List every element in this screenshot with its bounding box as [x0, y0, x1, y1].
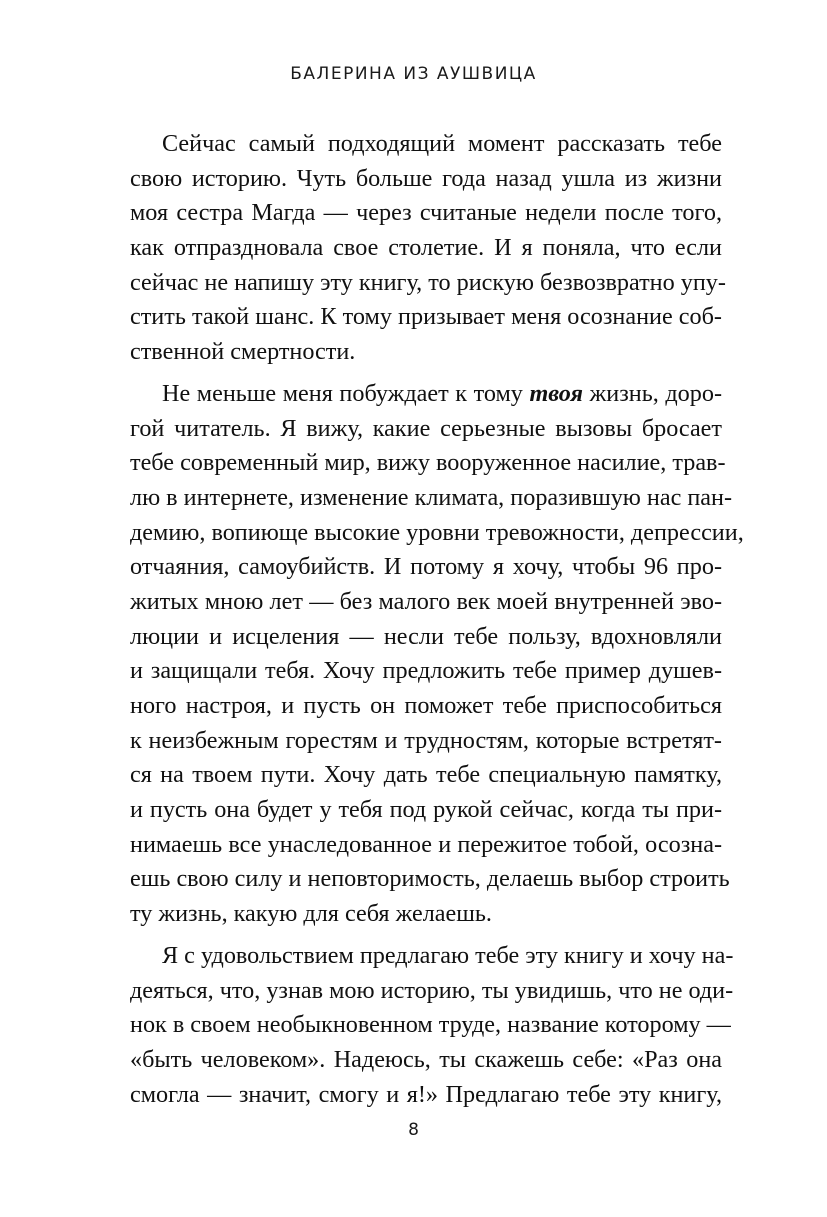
text-line: стить такой шанс. К тому призывает меня осознание соб-	[130, 303, 722, 331]
text-line: и пусть она будет у тебя под рукой сейчас, когда ты при-	[130, 796, 722, 824]
text-line: лю в интернете, изменение климата, поразившую нас пан-	[130, 483, 733, 511]
text-line: гой читатель. Я вижу, какие серьезные вызовы бросает	[130, 414, 722, 442]
paragraph-3	[130, 939, 734, 1112]
text-line: деяться, что, узнав мою историю, ты увидишь, что не оди-	[130, 976, 734, 1004]
text-line: Сейчас самый подходящий момент рассказать тебе	[162, 130, 722, 157]
text-line: сейчас не напишу эту книгу, то рискую безвозвратно упу-	[130, 268, 726, 296]
emphasized-word: твоя	[529, 379, 583, 407]
text-line: нок в своем необыкновенном труде, название которому —	[130, 1011, 731, 1039]
text-line: демию, вопиюще высокие уровни тревожности, депрессии,	[130, 518, 744, 546]
text-line: свою историю. Чуть больше года назад ушла из жизни	[130, 164, 722, 192]
page-number: 8	[408, 1120, 419, 1140]
text-line: ственной смертности.	[130, 338, 356, 366]
text-line: ного настроя, и пусть он поможет тебе приспособиться	[130, 692, 722, 719]
text-line: ешь свою силу и неповторимость, делаешь выбор строить	[130, 865, 730, 893]
text-line: как отпраздновала свое столетие. И я поняла, что если	[130, 234, 722, 262]
main-text	[130, 127, 744, 1112]
text-line: Я с удовольствием предлагаю тебе эту книгу и хочу на-	[162, 941, 734, 969]
running-title: БАЛЕРИНА ИЗ АУШВИЦА	[290, 64, 537, 84]
text-line: к неизбежным горестям и трудностям, которые встретят-	[130, 726, 722, 754]
text-run: жизнь, доро-	[582, 379, 723, 407]
text-line: житых мною лет — без малого век моей внутренней эво-	[130, 587, 722, 615]
text-line: ту жизнь, какую для себя желаешь.	[130, 900, 492, 928]
paragraph-2	[130, 377, 744, 932]
text-run: Не меньше меня побуждает к тому	[162, 379, 530, 407]
paragraph-1	[130, 127, 726, 370]
text-line: отчаяния, самоубийств. И потому я хочу, чтобы 96 про-	[130, 553, 722, 581]
text-line: моя сестра Магда — через считаные недели после того,	[130, 199, 722, 227]
text-line	[130, 377, 722, 412]
text-line: смогла — значит, смогу и я!» Предлагаю тебе эту книгу,	[130, 1080, 722, 1108]
text-line: «быть человеком». Надеюсь, ты скажешь себе: «Раз она	[130, 1045, 722, 1073]
text-line: люции и исцеления — несли тебе пользу, вдохновляли	[130, 622, 722, 650]
text-line: ся на твоем пути. Хочу дать тебе специальную памятку,	[130, 761, 722, 789]
text-line: нимаешь все унаследованное и пережитое тобой, осозна-	[130, 830, 722, 858]
text-line: и защищали тебя. Хочу предложить тебе пример душев-	[130, 657, 722, 685]
text-line: тебе современный мир, вижу вооруженное насилие, трав-	[130, 449, 726, 477]
